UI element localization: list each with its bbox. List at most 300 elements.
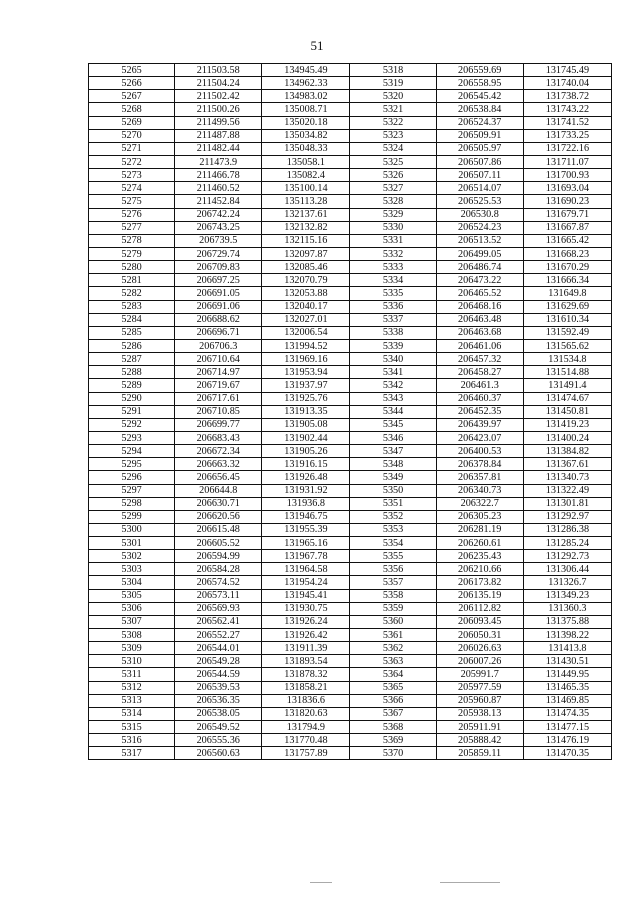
table-cell-point-number: 5366 [350, 694, 436, 707]
table-row [89, 392, 612, 405]
table-cell-point-number: 5353 [350, 523, 436, 536]
table-cell-x-coordinate: 206538.05 [175, 707, 262, 720]
table-cell-point-number: 5268 [89, 103, 175, 116]
table-row [89, 668, 612, 681]
table-cell-y-coordinate: 131398.22 [523, 629, 611, 642]
table-cell-x-coordinate: 206739.5 [175, 234, 262, 247]
table-cell-x-coordinate: 206463.48 [436, 313, 523, 326]
table-cell-y-coordinate: 131649.8 [523, 287, 611, 300]
table-row [89, 221, 612, 234]
table-cell-point-number: 5319 [350, 77, 436, 90]
table-cell-x-coordinate: 206007.26 [436, 655, 523, 668]
table-cell-point-number: 5274 [89, 182, 175, 195]
table-cell-x-coordinate: 206552.27 [175, 629, 262, 642]
table-cell-point-number: 5351 [350, 497, 436, 510]
table-cell-y-coordinate: 131491.4 [523, 379, 611, 392]
table-cell-point-number: 5266 [89, 77, 175, 90]
table-cell-y-coordinate: 131367.61 [523, 458, 611, 471]
table-cell-point-number: 5286 [89, 339, 175, 352]
table-cell-point-number: 5280 [89, 261, 175, 274]
table-row [89, 142, 612, 155]
table-cell-y-coordinate: 131286.38 [523, 523, 611, 536]
table-cell-x-coordinate: 206620.56 [175, 510, 262, 523]
table-cell-y-coordinate: 131292.97 [523, 510, 611, 523]
table-cell-y-coordinate: 135020.18 [262, 116, 350, 129]
table-cell-x-coordinate: 206709.83 [175, 261, 262, 274]
table-row [89, 300, 612, 313]
table-row [89, 471, 612, 484]
table-row [89, 274, 612, 287]
table-cell-point-number: 5354 [350, 537, 436, 550]
table-cell-x-coordinate: 206719.67 [175, 379, 262, 392]
table-cell-x-coordinate: 206530.8 [436, 208, 523, 221]
table-cell-x-coordinate: 206468.16 [436, 300, 523, 313]
table-cell-x-coordinate: 211473.9 [175, 155, 262, 168]
table-cell-point-number: 5290 [89, 392, 175, 405]
table-cell-x-coordinate: 206281.19 [436, 523, 523, 536]
table-cell-y-coordinate: 131565.62 [523, 339, 611, 352]
table-cell-x-coordinate: 206357.81 [436, 471, 523, 484]
table-cell-point-number: 5320 [350, 90, 436, 103]
table-cell-y-coordinate: 131945.41 [262, 589, 350, 602]
table-cell-y-coordinate: 131946.75 [262, 510, 350, 523]
table-cell-point-number: 5305 [89, 589, 175, 602]
table-cell-x-coordinate: 206486.74 [436, 261, 523, 274]
table-cell-point-number: 5289 [89, 379, 175, 392]
table-cell-y-coordinate: 131770.48 [262, 734, 350, 747]
table-cell-y-coordinate: 131878.32 [262, 668, 350, 681]
table-cell-y-coordinate: 131954.24 [262, 576, 350, 589]
table-cell-x-coordinate: 206460.37 [436, 392, 523, 405]
table-cell-point-number: 5281 [89, 274, 175, 287]
table-cell-point-number: 5303 [89, 563, 175, 576]
table-cell-x-coordinate: 211452.84 [175, 195, 262, 208]
table-row [89, 129, 612, 142]
table-cell-y-coordinate: 131930.75 [262, 602, 350, 615]
table-cell-x-coordinate: 206473.22 [436, 274, 523, 287]
table-row [89, 615, 612, 628]
table-cell-x-coordinate: 206513.52 [436, 234, 523, 247]
table-cell-point-number: 5282 [89, 287, 175, 300]
table-cell-x-coordinate: 206717.61 [175, 392, 262, 405]
table-cell-y-coordinate: 131820.63 [262, 707, 350, 720]
table-cell-y-coordinate: 131666.34 [523, 274, 611, 287]
table-cell-x-coordinate: 206340.73 [436, 484, 523, 497]
table-cell-y-coordinate: 131700.93 [523, 169, 611, 182]
table-cell-x-coordinate: 206524.23 [436, 221, 523, 234]
table-cell-y-coordinate: 132006.54 [262, 326, 350, 339]
table-cell-y-coordinate: 131514.88 [523, 366, 611, 379]
table-cell-y-coordinate: 131470.35 [523, 747, 611, 760]
table-cell-x-coordinate: 206260.61 [436, 537, 523, 550]
table-cell-x-coordinate: 205911.91 [436, 721, 523, 734]
table-cell-y-coordinate: 131994.52 [262, 339, 350, 352]
table-row [89, 747, 612, 760]
table-cell-y-coordinate: 131360.3 [523, 602, 611, 615]
table-cell-x-coordinate: 206210.66 [436, 563, 523, 576]
coordinates-table [88, 63, 612, 760]
table-cell-x-coordinate: 206742.24 [175, 208, 262, 221]
table-cell-x-coordinate: 206691.06 [175, 300, 262, 313]
table-cell-y-coordinate: 131931.92 [262, 484, 350, 497]
table-cell-point-number: 5321 [350, 103, 436, 116]
footer-mark [440, 882, 500, 883]
table-cell-point-number: 5277 [89, 221, 175, 234]
table-cell-point-number: 5325 [350, 155, 436, 168]
table-cell-x-coordinate: 205977.59 [436, 681, 523, 694]
table-cell-y-coordinate: 131745.49 [523, 64, 611, 77]
table-cell-y-coordinate: 131925.76 [262, 392, 350, 405]
table-cell-x-coordinate: 206305.23 [436, 510, 523, 523]
table-cell-x-coordinate: 206093.45 [436, 615, 523, 628]
table-cell-x-coordinate: 206536.35 [175, 694, 262, 707]
table-row [89, 563, 612, 576]
table-cell-point-number: 5326 [350, 169, 436, 182]
table-cell-point-number: 5369 [350, 734, 436, 747]
table-cell-y-coordinate: 131926.24 [262, 615, 350, 628]
table-row [89, 287, 612, 300]
table-cell-point-number: 5306 [89, 602, 175, 615]
table-cell-y-coordinate: 132097.87 [262, 247, 350, 260]
table-row [89, 339, 612, 352]
table-cell-y-coordinate: 131326.7 [523, 576, 611, 589]
table-cell-y-coordinate: 131592.49 [523, 326, 611, 339]
table-cell-y-coordinate: 131413.8 [523, 642, 611, 655]
table-cell-point-number: 5355 [350, 550, 436, 563]
table-cell-point-number: 5283 [89, 300, 175, 313]
table-row [89, 182, 612, 195]
table-cell-y-coordinate: 131349.23 [523, 589, 611, 602]
table-cell-y-coordinate: 132085.46 [262, 261, 350, 274]
table-cell-y-coordinate: 131722.16 [523, 142, 611, 155]
table-cell-point-number: 5338 [350, 326, 436, 339]
table-cell-y-coordinate: 131711.07 [523, 155, 611, 168]
table-cell-y-coordinate: 131292.73 [523, 550, 611, 563]
table-row [89, 642, 612, 655]
table-cell-y-coordinate: 131858.21 [262, 681, 350, 694]
table-cell-y-coordinate: 131937.97 [262, 379, 350, 392]
table-cell-y-coordinate: 131474.67 [523, 392, 611, 405]
table-cell-point-number: 5313 [89, 694, 175, 707]
table-cell-x-coordinate: 206584.28 [175, 563, 262, 576]
table-cell-point-number: 5275 [89, 195, 175, 208]
table-row [89, 208, 612, 221]
table-cell-point-number: 5294 [89, 445, 175, 458]
table-cell-point-number: 5344 [350, 405, 436, 418]
table-cell-point-number: 5287 [89, 353, 175, 366]
table-cell-x-coordinate: 206463.68 [436, 326, 523, 339]
table-cell-x-coordinate: 211500.26 [175, 103, 262, 116]
table-cell-point-number: 5343 [350, 392, 436, 405]
table-cell-point-number: 5335 [350, 287, 436, 300]
table-cell-x-coordinate: 206656.45 [175, 471, 262, 484]
table-cell-y-coordinate: 131665.42 [523, 234, 611, 247]
table-cell-y-coordinate: 131836.6 [262, 694, 350, 707]
table-cell-x-coordinate: 206378.84 [436, 458, 523, 471]
table-cell-x-coordinate: 206135.19 [436, 589, 523, 602]
table-cell-y-coordinate: 131430.51 [523, 655, 611, 668]
table-cell-point-number: 5292 [89, 418, 175, 431]
table-cell-x-coordinate: 205888.42 [436, 734, 523, 747]
table-cell-x-coordinate: 205960.87 [436, 694, 523, 707]
table-cell-y-coordinate: 131690.23 [523, 195, 611, 208]
table-row [89, 510, 612, 523]
table-cell-y-coordinate: 132070.79 [262, 274, 350, 287]
table-cell-x-coordinate: 211482.44 [175, 142, 262, 155]
table-cell-point-number: 5304 [89, 576, 175, 589]
table-cell-point-number: 5273 [89, 169, 175, 182]
table-cell-x-coordinate: 206524.37 [436, 116, 523, 129]
table-cell-x-coordinate: 206696.71 [175, 326, 262, 339]
table-cell-y-coordinate: 131629.69 [523, 300, 611, 313]
table-cell-y-coordinate: 131301.81 [523, 497, 611, 510]
table-cell-y-coordinate: 131926.48 [262, 471, 350, 484]
table-cell-y-coordinate: 132132.82 [262, 221, 350, 234]
table-row [89, 431, 612, 444]
table-cell-y-coordinate: 131913.35 [262, 405, 350, 418]
table-cell-y-coordinate: 131450.81 [523, 405, 611, 418]
table-cell-x-coordinate: 206569.93 [175, 602, 262, 615]
table-cell-point-number: 5296 [89, 471, 175, 484]
table-cell-y-coordinate: 131465.35 [523, 681, 611, 694]
table-cell-x-coordinate: 206555.36 [175, 734, 262, 747]
table-cell-x-coordinate: 206706.3 [175, 339, 262, 352]
table-cell-point-number: 5307 [89, 615, 175, 628]
table-cell-point-number: 5337 [350, 313, 436, 326]
table-cell-point-number: 5291 [89, 405, 175, 418]
table-cell-y-coordinate: 131965.16 [262, 537, 350, 550]
table-cell-x-coordinate: 211499.56 [175, 116, 262, 129]
table-cell-x-coordinate: 206509.91 [436, 129, 523, 142]
table-cell-x-coordinate: 206605.52 [175, 537, 262, 550]
table-cell-x-coordinate: 206594.99 [175, 550, 262, 563]
table-row [89, 445, 612, 458]
table-cell-point-number: 5329 [350, 208, 436, 221]
table-row [89, 484, 612, 497]
table-cell-y-coordinate: 132027.01 [262, 313, 350, 326]
table-cell-point-number: 5359 [350, 602, 436, 615]
table-cell-x-coordinate: 211460.52 [175, 182, 262, 195]
table-cell-point-number: 5271 [89, 142, 175, 155]
table-cell-point-number: 5342 [350, 379, 436, 392]
table-row [89, 681, 612, 694]
table-cell-point-number: 5298 [89, 497, 175, 510]
table-cell-x-coordinate: 211466.78 [175, 169, 262, 182]
table-cell-point-number: 5276 [89, 208, 175, 221]
table-cell-x-coordinate: 205859.11 [436, 747, 523, 760]
table-cell-y-coordinate: 134962.33 [262, 77, 350, 90]
table-cell-point-number: 5341 [350, 366, 436, 379]
table-cell-x-coordinate: 206714.97 [175, 366, 262, 379]
table-cell-y-coordinate: 131322.49 [523, 484, 611, 497]
table-cell-y-coordinate: 135058.1 [262, 155, 350, 168]
table-cell-x-coordinate: 206545.42 [436, 90, 523, 103]
table-row [89, 405, 612, 418]
table-cell-y-coordinate: 131534.8 [523, 353, 611, 366]
table-row [89, 694, 612, 707]
table-cell-x-coordinate: 206562.41 [175, 615, 262, 628]
table-cell-x-coordinate: 206544.01 [175, 642, 262, 655]
footer-mark [310, 882, 332, 883]
table-cell-point-number: 5295 [89, 458, 175, 471]
table-cell-point-number: 5315 [89, 721, 175, 734]
table-cell-x-coordinate: 206710.85 [175, 405, 262, 418]
table-cell-y-coordinate: 131738.72 [523, 90, 611, 103]
table-cell-y-coordinate: 131477.15 [523, 721, 611, 734]
table-row [89, 247, 612, 260]
table-cell-point-number: 5360 [350, 615, 436, 628]
table-cell-y-coordinate: 131670.29 [523, 261, 611, 274]
table-row [89, 155, 612, 168]
table-cell-y-coordinate: 131953.94 [262, 366, 350, 379]
table-cell-point-number: 5318 [350, 64, 436, 77]
table-cell-y-coordinate: 131693.04 [523, 182, 611, 195]
table-cell-point-number: 5300 [89, 523, 175, 536]
table-cell-x-coordinate: 206697.25 [175, 274, 262, 287]
table-row [89, 721, 612, 734]
table-cell-point-number: 5349 [350, 471, 436, 484]
table-cell-point-number: 5347 [350, 445, 436, 458]
table-cell-y-coordinate: 131905.08 [262, 418, 350, 431]
table-cell-x-coordinate: 206574.52 [175, 576, 262, 589]
table-cell-point-number: 5322 [350, 116, 436, 129]
table-cell-point-number: 5302 [89, 550, 175, 563]
table-cell-x-coordinate: 206699.77 [175, 418, 262, 431]
table-row [89, 734, 612, 747]
table-cell-point-number: 5362 [350, 642, 436, 655]
table-cell-point-number: 5334 [350, 274, 436, 287]
table-cell-point-number: 5328 [350, 195, 436, 208]
table-cell-x-coordinate: 211503.58 [175, 64, 262, 77]
table-cell-y-coordinate: 131610.34 [523, 313, 611, 326]
table-cell-y-coordinate: 131419.23 [523, 418, 611, 431]
table-row [89, 366, 612, 379]
table-cell-point-number: 5272 [89, 155, 175, 168]
table-row [89, 550, 612, 563]
table-cell-point-number: 5367 [350, 707, 436, 720]
page-number: 51 [310, 38, 324, 53]
table-cell-y-coordinate: 132053.88 [262, 287, 350, 300]
table-row [89, 261, 612, 274]
table-cell-x-coordinate: 206507.11 [436, 169, 523, 182]
table-cell-point-number: 5301 [89, 537, 175, 550]
table-cell-x-coordinate: 206026.63 [436, 642, 523, 655]
table-row [89, 379, 612, 392]
table-row [89, 90, 612, 103]
table-cell-y-coordinate: 131733.25 [523, 129, 611, 142]
table-cell-y-coordinate: 131969.16 [262, 353, 350, 366]
table-row [89, 234, 612, 247]
table-row [89, 589, 612, 602]
table-cell-x-coordinate: 206173.82 [436, 576, 523, 589]
table-cell-y-coordinate: 131306.44 [523, 563, 611, 576]
table-cell-point-number: 5345 [350, 418, 436, 431]
table-cell-y-coordinate: 131967.78 [262, 550, 350, 563]
table-cell-point-number: 5350 [350, 484, 436, 497]
table-cell-point-number: 5284 [89, 313, 175, 326]
table-cell-y-coordinate: 131474.35 [523, 707, 611, 720]
table-cell-point-number: 5330 [350, 221, 436, 234]
table-cell-x-coordinate: 206644.8 [175, 484, 262, 497]
table-cell-point-number: 5348 [350, 458, 436, 471]
table-cell-y-coordinate: 131384.82 [523, 445, 611, 458]
table-row [89, 629, 612, 642]
table-cell-point-number: 5317 [89, 747, 175, 760]
table-row [89, 77, 612, 90]
table-cell-y-coordinate: 135113.28 [262, 195, 350, 208]
table-cell-x-coordinate: 211504.24 [175, 77, 262, 90]
table-cell-point-number: 5365 [350, 681, 436, 694]
table-cell-y-coordinate: 131285.24 [523, 537, 611, 550]
table-cell-point-number: 5308 [89, 629, 175, 642]
table-cell-point-number: 5312 [89, 681, 175, 694]
table-cell-point-number: 5358 [350, 589, 436, 602]
table-cell-point-number: 5370 [350, 747, 436, 760]
table-cell-y-coordinate: 131893.54 [262, 655, 350, 668]
table-cell-y-coordinate: 131964.58 [262, 563, 350, 576]
table-cell-x-coordinate: 206458.27 [436, 366, 523, 379]
table-row [89, 707, 612, 720]
table-cell-x-coordinate: 206691.05 [175, 287, 262, 300]
table-row [89, 576, 612, 589]
table-cell-point-number: 5332 [350, 247, 436, 260]
table-cell-y-coordinate: 131902.44 [262, 431, 350, 444]
table-cell-y-coordinate: 135100.14 [262, 182, 350, 195]
table-cell-point-number: 5324 [350, 142, 436, 155]
table-cell-x-coordinate: 206465.52 [436, 287, 523, 300]
table-cell-point-number: 5352 [350, 510, 436, 523]
table-cell-x-coordinate: 206615.48 [175, 523, 262, 536]
table-cell-x-coordinate: 206439.97 [436, 418, 523, 431]
table-cell-y-coordinate: 134983.02 [262, 90, 350, 103]
table-cell-y-coordinate: 135048.33 [262, 142, 350, 155]
table-cell-x-coordinate: 206549.28 [175, 655, 262, 668]
table-cell-x-coordinate: 206423.07 [436, 431, 523, 444]
table-cell-x-coordinate: 206461.06 [436, 339, 523, 352]
table-row [89, 353, 612, 366]
table-cell-point-number: 5331 [350, 234, 436, 247]
table-cell-point-number: 5269 [89, 116, 175, 129]
table-cell-x-coordinate: 206573.11 [175, 589, 262, 602]
table-cell-point-number: 5265 [89, 64, 175, 77]
table-cell-y-coordinate: 131375.88 [523, 615, 611, 628]
table-cell-y-coordinate: 131916.15 [262, 458, 350, 471]
table-cell-point-number: 5340 [350, 353, 436, 366]
table-row [89, 169, 612, 182]
table-cell-x-coordinate: 206514.07 [436, 182, 523, 195]
table-cell-x-coordinate: 206525.53 [436, 195, 523, 208]
table-cell-point-number: 5309 [89, 642, 175, 655]
table-row [89, 103, 612, 116]
table-cell-y-coordinate: 132115.16 [262, 234, 350, 247]
table-cell-x-coordinate: 206400.53 [436, 445, 523, 458]
table-row [89, 497, 612, 510]
table-cell-point-number: 5361 [350, 629, 436, 642]
table-cell-point-number: 5279 [89, 247, 175, 260]
table-cell-y-coordinate: 131476.19 [523, 734, 611, 747]
table-row [89, 537, 612, 550]
table-cell-x-coordinate: 206710.64 [175, 353, 262, 366]
table-cell-x-coordinate: 206663.32 [175, 458, 262, 471]
table-cell-y-coordinate: 134945.49 [262, 64, 350, 77]
table-cell-y-coordinate: 131741.52 [523, 116, 611, 129]
table-cell-y-coordinate: 131400.24 [523, 431, 611, 444]
table-row [89, 326, 612, 339]
table-cell-x-coordinate: 206743.25 [175, 221, 262, 234]
table-cell-point-number: 5267 [89, 90, 175, 103]
table-row [89, 602, 612, 615]
table-row [89, 418, 612, 431]
